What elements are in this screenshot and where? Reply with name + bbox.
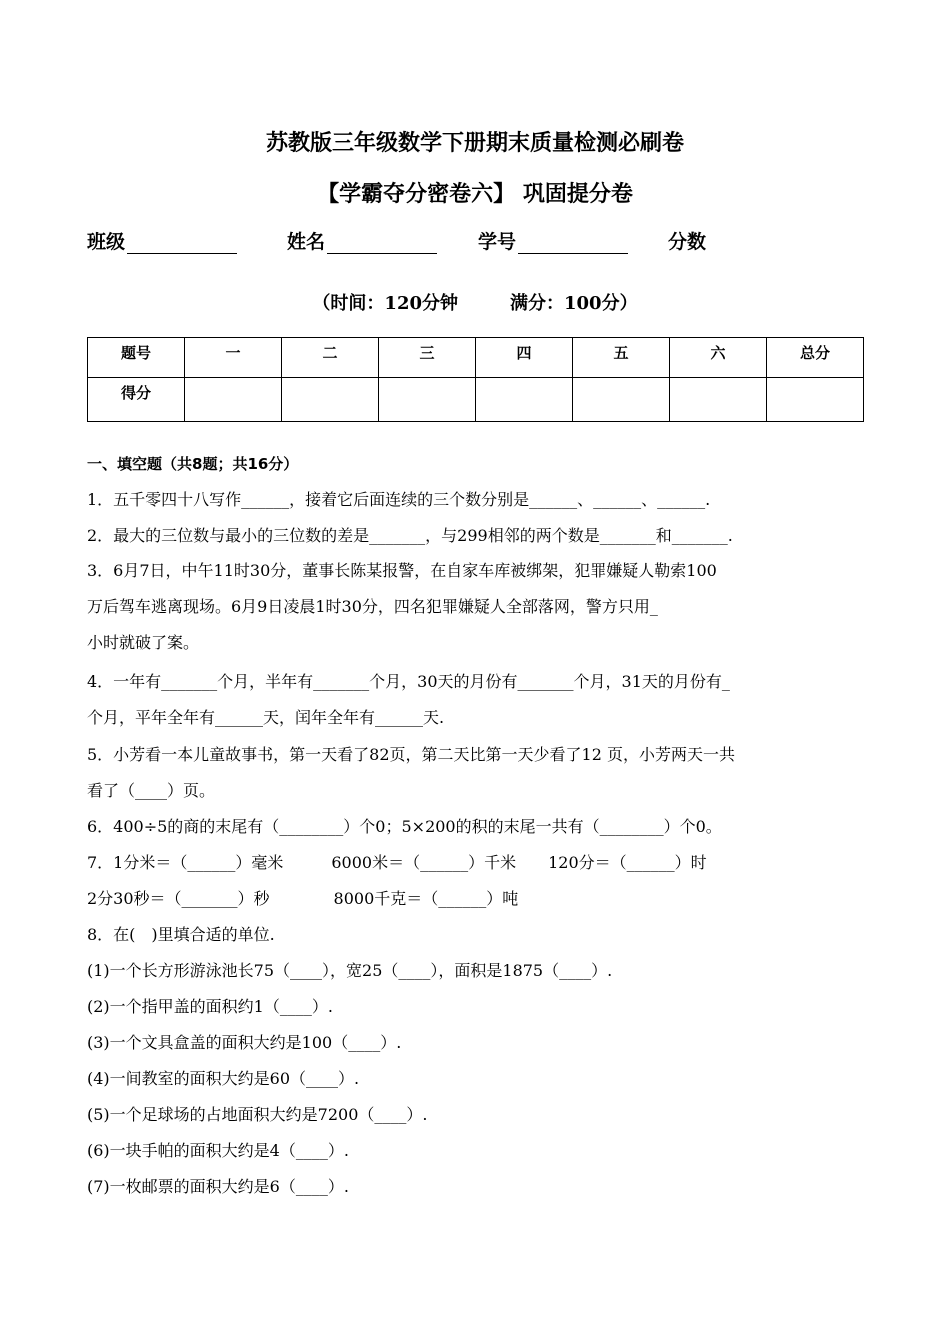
question-line: 2．最大的三位数与最小的三位数的差是_______，与299相邻的两个数是_______和_______.: [87, 526, 733, 545]
question-line: (3)一个文具盒盖的面积大约是100（____）.: [87, 1033, 402, 1052]
question-line: (4)一间教室的面积大约是60（____）.: [87, 1069, 360, 1088]
score-table: [87, 337, 864, 422]
question-line: (5)一个足球场的占地面积大约是7200（____）.: [87, 1105, 428, 1124]
score-table-header: 二: [282, 338, 379, 378]
time-info: [0, 289, 950, 315]
question-line: 2分30秒＝（_______）秒 8000千克＝（______）吨: [87, 889, 519, 908]
full-score: 满分：100分）: [510, 293, 638, 314]
question-line: 4．一年有_______个月，半年有_______个月，30天的月份有_______个月，31天的月份有_: [87, 672, 730, 691]
score-row-label: 得分: [88, 378, 185, 422]
score-field: [668, 227, 706, 254]
class-blank[interactable]: [127, 231, 237, 254]
question-line: (1)一个长方形游泳池长75（____），宽25（____），面积是1875（____）.: [87, 961, 613, 980]
score-cell[interactable]: [670, 378, 767, 422]
score-table-header-row: [88, 338, 864, 378]
score-table-header: 总分: [767, 338, 864, 378]
time-limit: （时间：120分钟: [312, 293, 458, 314]
id-label: 学号: [478, 231, 517, 253]
question-line: 8．在( )里填合适的单位.: [87, 925, 275, 944]
score-cell[interactable]: [185, 378, 282, 422]
question-line: 7．1分米＝（______）毫米 6000米＝（______）千米 120分＝（______）时: [87, 853, 707, 872]
question-line: 3．6月7日，中午11时30分，董事长陈某报警，在自家车库被绑架，犯罪嫌疑人勒索100: [87, 561, 717, 580]
question-line: 小时就破了案。: [87, 633, 200, 652]
score-table-header: 一: [185, 338, 282, 378]
question-line: 看了（____）页。: [87, 781, 216, 800]
question-line: 5．小芳看一本儿童故事书，第一天看了82页，第二天比第一天少看了12 页，小芳两天一共: [87, 745, 735, 764]
id-blank[interactable]: [518, 231, 628, 254]
score-cell[interactable]: [476, 378, 573, 422]
score-table-header: 六: [670, 338, 767, 378]
score-table-header: 四: [476, 338, 573, 378]
id-field[interactable]: [478, 227, 628, 254]
score-label: 分数: [668, 231, 707, 253]
class-field[interactable]: [87, 227, 237, 254]
question-line: 6．400÷5的商的末尾有（________）个0；5×200的积的末尾一共有（________）个0。: [87, 817, 722, 836]
question-line: (6)一块手帕的面积大约是4（____）.: [87, 1141, 349, 1160]
score-table-header: 题号: [88, 338, 185, 378]
question-line: (7)一枚邮票的面积大约是6（____）.: [87, 1177, 349, 1196]
section-heading: 一、填空题（共8题；共16分）: [87, 455, 299, 473]
name-blank[interactable]: [327, 231, 437, 254]
question-line: 万后驾车逃离现场。6月9日凌晨1时30分，四名犯罪嫌疑人全部落网，警方只用_: [87, 597, 658, 616]
score-table-score-row: [88, 378, 864, 422]
score-cell[interactable]: [282, 378, 379, 422]
class-label: 班级: [87, 231, 126, 253]
score-cell[interactable]: [379, 378, 476, 422]
score-cell[interactable]: [573, 378, 670, 422]
score-cell[interactable]: [767, 378, 864, 422]
name-field[interactable]: [287, 227, 437, 254]
question-line: 1．五千零四十八写作______，接着它后面连续的三个数分别是______、______、______.: [87, 490, 711, 509]
question-line: 个月，平年全年有______天，闰年全年有______天.: [87, 708, 445, 727]
question-line: (2)一个指甲盖的面积约1（____）.: [87, 997, 333, 1016]
name-label: 姓名: [287, 231, 326, 253]
exam-title: 苏教版三年级数学下册期末质量检测必刷卷: [265, 131, 684, 156]
score-table-header: 五: [573, 338, 670, 378]
score-table-header: 三: [379, 338, 476, 378]
exam-subtitle: 【学霸夺分密卷六】 巩固提分卷: [317, 182, 633, 207]
